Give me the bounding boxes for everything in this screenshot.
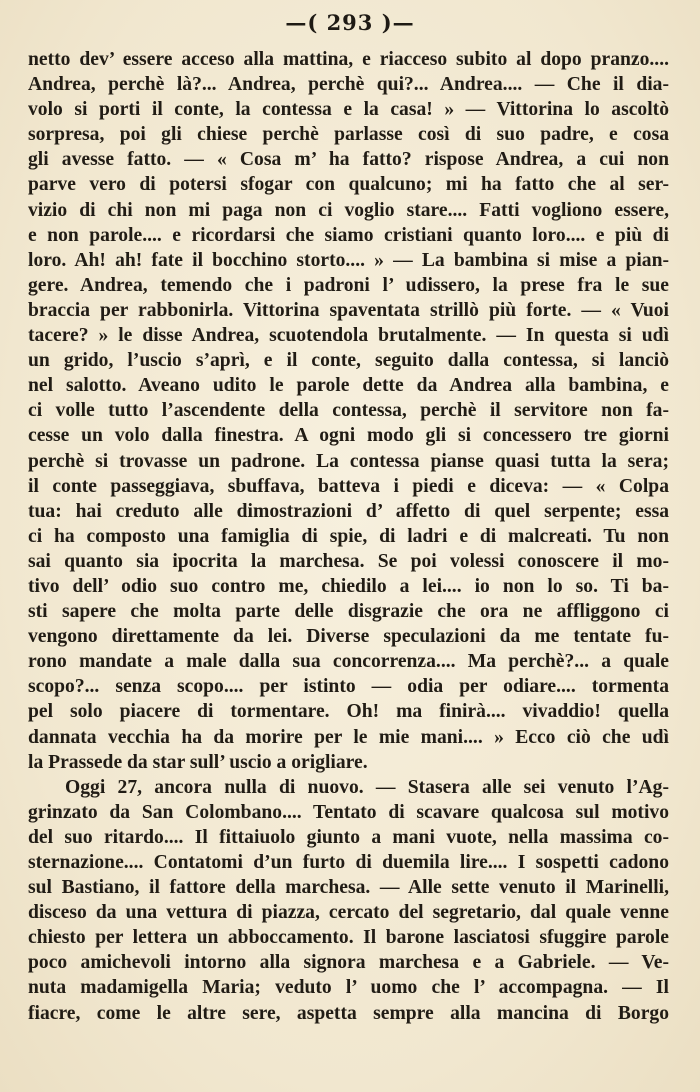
- text-line: netto dev’ essere acceso alla mattina, e riacceso subito al dopo pranzo....: [28, 49, 669, 70]
- text-line: vizio di chi non mi paga non ci voglio stare.... Fatti vogliono essere,: [28, 199, 669, 221]
- text-line: tua: hai creduto alle dimostrazioni d’ affetto di quel serpente; essa: [28, 500, 669, 522]
- text-line: Andrea, perchè là?... Andrea, perchè qui?... Andrea.... — Che il dia-: [28, 74, 669, 96]
- text-line: disceso da una vettura di piazza, cercato del segretario, dal quale venne: [28, 902, 669, 924]
- text-line: poco amichevoli intorno alla signora marchesa e a Gabriele. — Ve-: [28, 952, 669, 974]
- paragraph: [28, 47, 669, 775]
- text-line: scopo?... senza scopo.... per istinto — odia per odiare.... tormenta: [28, 676, 669, 698]
- text-line: parve vero di potersi sfogar con qualcuno; mi ha fatto che al ser-: [28, 174, 669, 196]
- text-line: dannata vecchia ha da morire per le mie mani.... » Ecco ciò che udì: [28, 726, 669, 748]
- text-line: loro. Ah! ah! fate il bocchino storto.... » — La bambina si mise a pian-: [28, 249, 669, 271]
- text-line: cesse un volo dalla finestra. A ogni modo gli si concessero tre giorni: [28, 425, 669, 447]
- text-line: sorpresa, poi gli chiese perchè parlasse così di suo padre, e cosa: [28, 124, 669, 146]
- text-line: vengono direttamente da lei. Diverse speculazioni da me tentate fu-: [28, 626, 669, 648]
- text-line: grinzato da San Colombano.... Tentato di scavare qualcosa sul motivo: [28, 801, 669, 823]
- text-line: perchè si trovasse un padrone. La contessa pianse quasi tutta la sera;: [28, 450, 669, 472]
- text-line: nel salotto. Aveano udito le parole dette da Andrea alla bambina, e: [28, 375, 669, 397]
- text-line: braccia per rabbonirla. Vittorina spaventata strillò più forte. — « Vuoi: [28, 299, 669, 321]
- text-line: rono mandate a male dalla sua concorrenza.... Ma perchè?... a quale: [28, 651, 669, 673]
- text-line: nuta madamigella Maria; veduto l’ uomo che l’ accompagna. — Il: [28, 977, 669, 999]
- text-line: sternazione.... Contatomi d’un furto di duemila lire.... I sospetti cadono: [28, 852, 669, 873]
- text-line: sai quanto sia ipocrita la marchesa. Se poi volessi conoscere il mo-: [28, 550, 669, 572]
- text-line: gere. Andrea, temendo che i padroni l’ udissero, la prese fra le sue: [28, 274, 669, 296]
- text-line: ci volle tutto l’ascendente della contessa, perchè il servitore non fa-: [28, 400, 669, 422]
- text-line: sul Bastiano, il fattore della marchesa. — Alle sette venuto il Marinelli,: [28, 877, 669, 899]
- page-number: —( 293 )—: [285, 10, 415, 35]
- text-line: volo si porti il conte, la contessa e la casa! » — Vittorina lo ascoltò: [28, 99, 669, 121]
- text-line: chiesto per lettera un abboccamento. Il barone lasciatosi sfuggire parole: [28, 927, 669, 949]
- text-line: sti sapere che molta parte delle disgrazie che ora ne affliggono ci: [28, 601, 669, 623]
- text-line: la Prassede da star sull’ uscio a origliare.: [28, 751, 368, 773]
- text-line: pel solo piacere di tormentare. Oh! ma finirà.... vivaddio! quella: [28, 701, 669, 723]
- text-line: tivo dell’ odio suo contro me, chiedilo a lei.... io non lo so. Ti ba-: [28, 575, 669, 597]
- text-line: Oggi 27, ancora nulla di nuovo. — Stasera alle sei venuto l’Ag-: [65, 776, 669, 798]
- text-line: ci ha composto una famiglia di spie, di ladri e di malcreati. Tu non: [28, 525, 669, 547]
- text-line: e non parole.... e ricordarsi che siamo cristiani quanto loro.... e più di: [28, 224, 669, 246]
- text-line: del suo ritardo.... Il fittaiuolo giunto a mani vuote, nella massima co-: [28, 826, 669, 848]
- text-line: gli avesse fatto. — « Cosa m’ ha fatto? rispose Andrea, a cui non: [28, 149, 669, 171]
- paragraph: [28, 775, 669, 1026]
- text-line: il conte passeggiava, sbuffava, batteva i piedi e diceva: — « Colpa: [28, 475, 669, 497]
- text-line: fiacre, come le altre sere, aspetta sempre alla mancina di Borgo: [28, 1002, 669, 1024]
- page-text: [28, 47, 669, 1026]
- text-line: tacere? » le disse Andrea, scuotendola brutalmente. — In questa si udì: [28, 325, 669, 347]
- text-line: un grido, l’uscio s’aprì, e il conte, seguito dalla contessa, si lanciò: [28, 350, 669, 372]
